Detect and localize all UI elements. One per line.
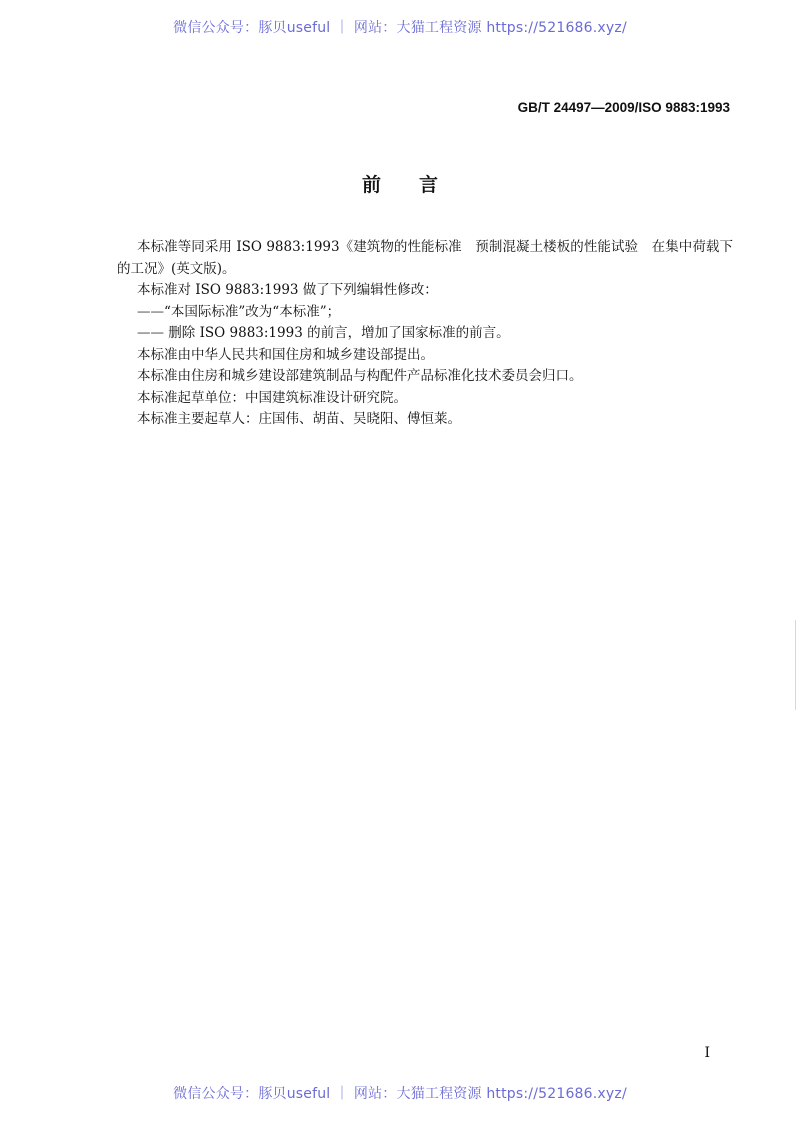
standard-code: GB/T 24497—2009/ISO 9883:1993 <box>517 100 730 115</box>
dash-marker: —— <box>137 303 164 320</box>
page-number: I <box>704 1045 710 1061</box>
paragraph-committee: 本标准由住房和城乡建设部建筑制品与构配件产品标准化技术委员会归口。 <box>137 368 583 384</box>
list-item <box>117 323 733 345</box>
paragraph-adoption: 本标准等同采用 ISO 9883:1993《建筑物的性能标准 预制混凝土楼板的性能试验 在集中荷载下的工况》(英文版)。 <box>117 239 733 277</box>
watermark-bottom: 微信公众号：豚贝useful ｜ 网站：大猫工程资源 https://521686.xyz/ <box>173 1086 627 1102</box>
paragraph-proposer: 本标准由中华人民共和国住房和城乡建设部提出。 <box>137 346 434 363</box>
foreword-body <box>117 237 733 431</box>
page-title: 前言 <box>361 174 476 196</box>
list-item-text: 删除 ISO 9883:1993 的前言，增加了国家标准的前言。 <box>164 325 510 341</box>
paragraph-modifications: 本标准对 ISO 9883:1993 做了下列编辑性修改： <box>137 282 438 298</box>
scan-edge-line <box>795 620 796 710</box>
list-item-text: “本国际标准”改为“本标准”； <box>164 303 341 320</box>
dash-marker: —— <box>137 325 164 341</box>
watermark-top: 微信公众号：豚贝useful ｜ 网站：大猫工程资源 https://521686.xyz/ <box>173 20 627 36</box>
list-item <box>117 302 733 324</box>
paragraph-drafting-unit: 本标准起草单位：中国建筑标准设计研究院。 <box>137 389 407 406</box>
paragraph-drafters: 本标准主要起草人：庄国伟、胡苗、吴晓阳、傅恒莱。 <box>137 411 461 427</box>
